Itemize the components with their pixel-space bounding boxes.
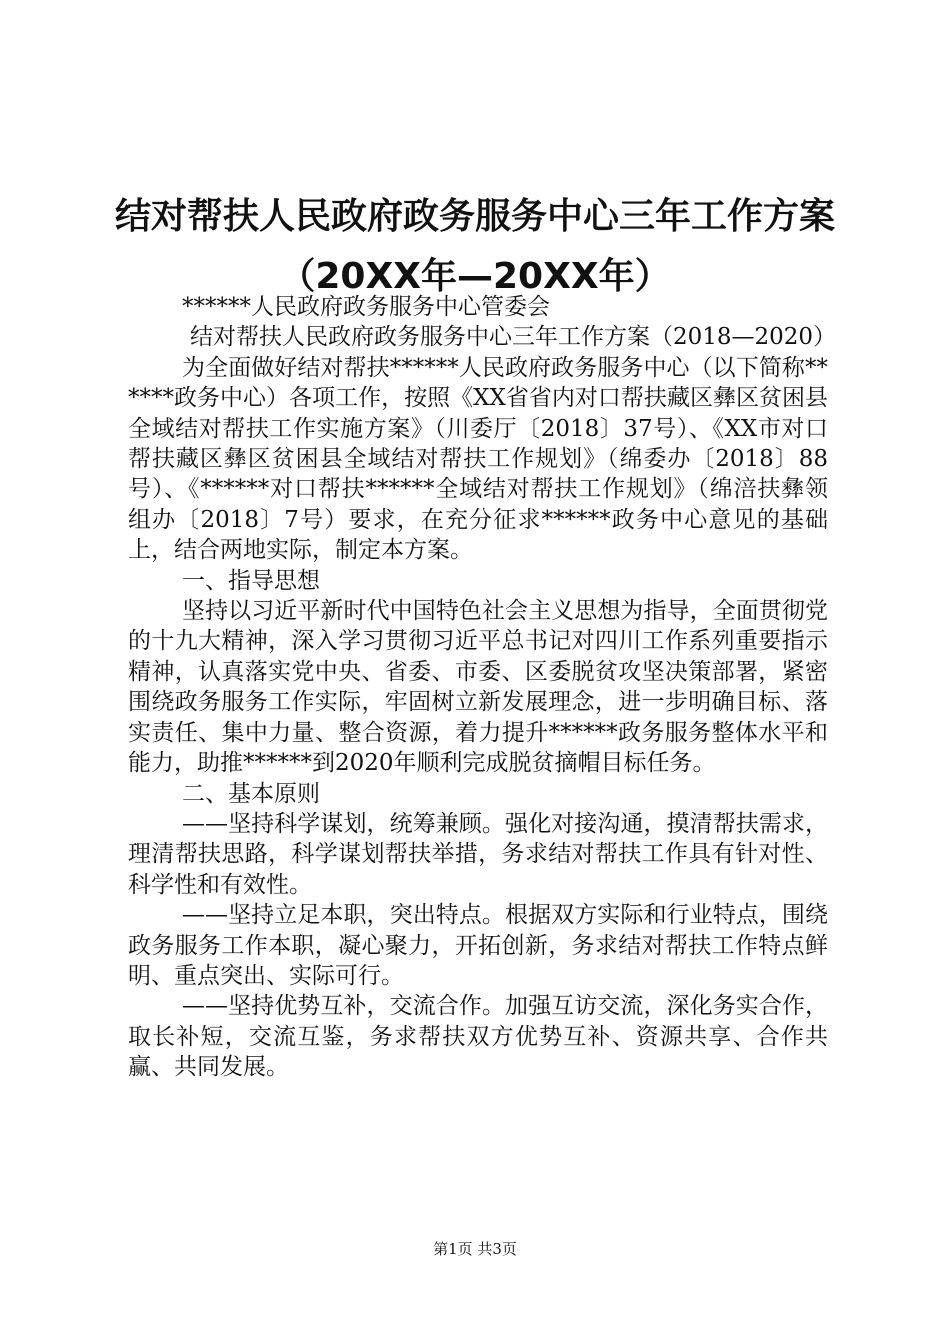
document-title: 结对帮扶人民政府政务服务中心三年工作方案	[114, 196, 835, 237]
document-body	[128, 292, 837, 1083]
issuer-line: ******人民政府政务服务中心管委会	[182, 294, 550, 320]
principle-paragraph-1: ——坚持科学谋划，统筹兼顾。强化对接沟通，摸清帮扶需求，理清帮扶思路，科学谋划帮扶举措，务求结对帮扶工作具有针对性、科学性和有效性。	[128, 810, 828, 898]
section-heading-guiding-ideology: 一、指导思想	[182, 567, 320, 594]
section-heading-basic-principles: 二、基本原则	[182, 780, 320, 807]
plan-subtitle: 结对帮扶人民政府政务服务中心三年工作方案（2018—2020）	[190, 324, 837, 351]
document-title-years: （20XX年—20XX年）	[279, 256, 671, 297]
principle-paragraph-2: ——坚持立足本职，突出特点。根据双方实际和行业特点，围绕政务服务工作本职，凝心聚力，开拓创新，务求结对帮扶工作特点鲜明、重点突出、实际可行。	[128, 902, 828, 989]
guiding-ideology-paragraph: 坚持以习近平新时代中国特色社会主义思想为指导，全面贯彻党的十九大精神，深入学习贯彻习近平总书记对四川工作系列重要指示精神，认真落实党中央、省委、市委、区委脱贫攻坚决策部署，紧密围绕政务服务工作实际，牢固树立新发展理念，进一步明确目标、落实责任、集中力量、整合资源，着力提升******政务服务整体水平和能力，助推******到2020年顺利完成脱贫摘帽目标任务。	[128, 598, 828, 777]
page-footer: 第1页 共3页	[433, 1240, 517, 1258]
principle-paragraph-3: ——坚持优势互补，交流合作。加强互访交流，深化务实合作，取长补短，交流互鉴，务求帮扶双方优势互补、资源共享、合作共赢、共同发展。	[128, 993, 828, 1081]
intro-paragraph: 为全面做好结对帮扶******人民政府政务服务中心（以下简称******政务中心）各项工作，按照《XX省省内对口帮扶藏区彝区贫困县全域结对帮扶工作实施方案》（川委厅〔2018〕37号）、《XX市对口帮扶藏区彝区贫困县全域结对帮扶工作规划》（绵委办〔2018〕88号）、《******对口帮扶******全域结对帮扶工作规划》（绵涪扶彝领组办〔2018〕7号）要求，在充分征求******政务中心意见的基础上，结合两地实际，制定本方案。	[128, 354, 828, 564]
